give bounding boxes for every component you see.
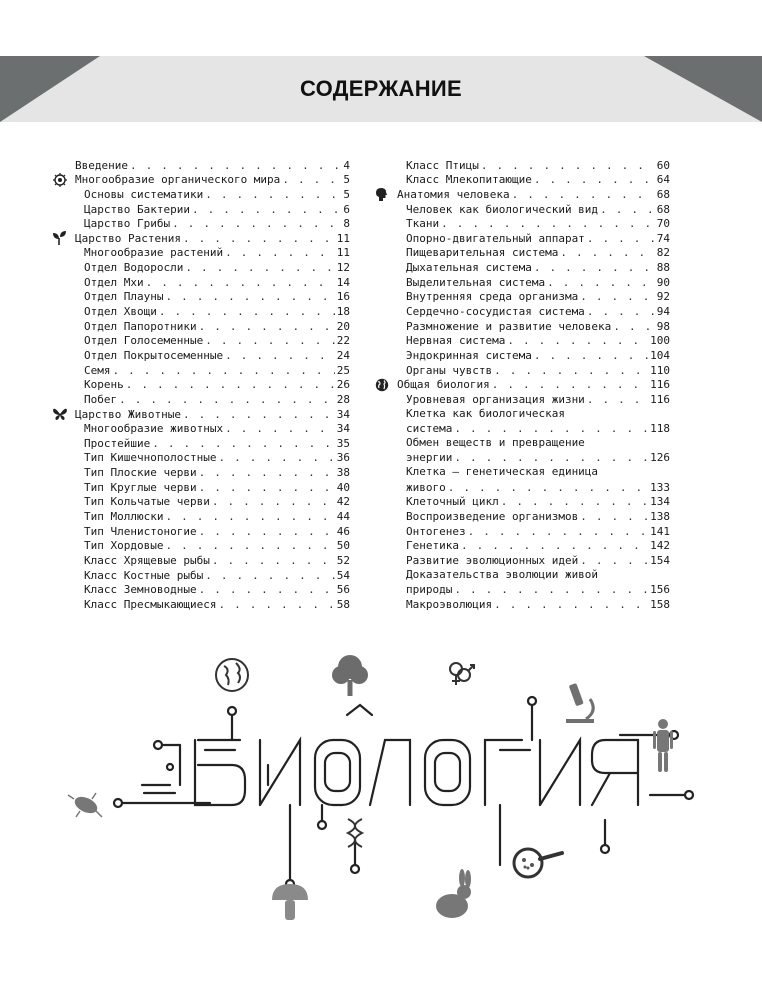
toc-entry-label: Доказательства эволюции живой — [406, 567, 599, 581]
dot-leader — [454, 451, 648, 465]
toc-entry-page: 94 — [656, 305, 670, 319]
toc-entry[interactable] — [50, 187, 350, 202]
dot-leader — [126, 378, 335, 392]
toc-entry-page: 74 — [656, 231, 670, 245]
toc-entry[interactable] — [372, 553, 670, 568]
toc-left-column — [50, 158, 350, 612]
dot-leader — [152, 437, 335, 451]
toc-entry-page: 104 — [650, 348, 670, 362]
dot-leader — [172, 217, 341, 231]
dot-leader — [218, 598, 334, 612]
toc-entry-label: Тип Плоские черви — [84, 466, 197, 480]
toc-entry[interactable] — [372, 568, 670, 597]
toc-entry[interactable] — [50, 422, 350, 437]
toc-entry-label: Простейшие — [84, 436, 151, 450]
toc-entry-label: Уровневая организация жизни — [406, 392, 585, 406]
toc-entry-label: Выделительная система — [406, 275, 546, 289]
butterfly-icon — [52, 407, 68, 421]
toc-entry-page: 11 — [336, 246, 350, 260]
bacterium-icon — [68, 793, 102, 817]
toc-entry-page: 12 — [336, 261, 350, 275]
dot-leader — [454, 583, 648, 597]
toc-entry-page: 34 — [336, 422, 350, 436]
toc-entry[interactable] — [50, 378, 350, 393]
toc-entry-page: 52 — [336, 553, 350, 567]
toc-entry-label: Тип Круглые черви — [84, 480, 197, 494]
toc-entry[interactable] — [50, 480, 350, 495]
toc-entry[interactable] — [372, 539, 670, 554]
toc-entry-page: 35 — [336, 436, 350, 450]
gender-symbols-icon — [450, 663, 474, 685]
dot-leader — [113, 364, 335, 378]
toc-entry-label: Семя — [84, 363, 111, 377]
toc-entry[interactable] — [50, 158, 350, 173]
toc-entry-page: 142 — [650, 539, 670, 553]
dot-leader — [146, 276, 335, 290]
toc-entry-page: 92 — [656, 290, 670, 304]
toc-entry[interactable] — [372, 465, 670, 494]
toc-entry[interactable] — [50, 319, 350, 334]
dot-leader — [185, 261, 334, 275]
microscope-icon — [566, 683, 594, 723]
toc-entry-page: 36 — [336, 451, 350, 465]
toc-entry-label: Органы чувств — [406, 363, 493, 377]
toc-entry-page: 44 — [336, 510, 350, 524]
toc-entry-page: 98 — [656, 319, 670, 333]
toc-entry-label: Класс Пресмыкающиеся — [84, 597, 217, 611]
toc-entry[interactable] — [50, 173, 350, 188]
dot-leader — [183, 408, 335, 422]
toc-entry-label: Клетка — генетическая единица — [406, 465, 599, 479]
toc-entry-label: Основы систематики — [84, 187, 204, 201]
toc-entry-page: 6 — [343, 202, 350, 216]
dot-leader — [282, 173, 341, 187]
toc-entry-label: Отдел Папоротники — [84, 319, 197, 333]
toc-entry-page: 20 — [336, 319, 350, 333]
toc-entry-page: 56 — [336, 583, 350, 597]
toc-entry-page: 54 — [336, 568, 350, 582]
dot-leader — [454, 422, 648, 436]
toc-entry-page: 68 — [656, 202, 670, 216]
dot-leader — [580, 510, 648, 524]
toc-entry-page: 141 — [650, 524, 670, 538]
toc-entry-label: Воспроизведение организмов — [406, 510, 579, 524]
toc-entry-label-continued: энергии — [406, 451, 453, 465]
biology-circuit-illustration — [60, 645, 700, 930]
toc-entry[interactable] — [372, 187, 670, 202]
toc-entry-page: 50 — [336, 539, 350, 553]
toc-entry[interactable] — [50, 553, 350, 568]
dot-leader — [587, 393, 648, 407]
dot-leader — [225, 246, 335, 260]
toc-entry-page: 156 — [650, 583, 670, 597]
toc-entry-page: 42 — [336, 495, 350, 509]
toc-entry-page: 82 — [656, 246, 670, 260]
dot-leader — [587, 305, 655, 319]
toc-entry[interactable] — [372, 378, 670, 393]
dna-icon — [348, 819, 362, 847]
toc-entry-page: 38 — [336, 466, 350, 480]
virus-icon — [52, 173, 68, 187]
toc-entry[interactable] — [372, 290, 670, 305]
toc-entry[interactable] — [372, 495, 670, 510]
dot-leader — [448, 481, 648, 495]
toc-entry-label-continued: природы — [406, 583, 453, 597]
toc-entry-page: 26 — [336, 378, 350, 392]
dot-leader — [613, 320, 654, 334]
rabbit-icon — [436, 869, 471, 918]
toc-entry[interactable] — [372, 275, 670, 290]
toc-entry-label: Обмен веществ и превращение — [406, 436, 585, 450]
toc-entry-label: Тип Кольчатые черви — [84, 495, 210, 509]
toc-entry-page: 5 — [343, 187, 350, 201]
toc-entry-label: Развитие эволюционных идей — [406, 553, 579, 567]
toc-entry-label: Пищеварительная система — [406, 246, 559, 260]
toc-entry-page: 133 — [650, 480, 670, 494]
toc-entry-label: Макроэволюция — [406, 597, 493, 611]
toc-entry-label: Царство Животные — [75, 407, 181, 421]
toc-entry-page: 64 — [656, 173, 670, 187]
toc-entry[interactable] — [50, 495, 350, 510]
toc-entry-label: Клетка как биологическая — [406, 406, 565, 420]
toc-entry-label: Класс Млекопитающие — [406, 173, 532, 187]
toc-entry[interactable] — [50, 524, 350, 539]
toc-entry[interactable] — [372, 304, 670, 319]
toc-entry[interactable] — [372, 217, 670, 232]
dot-leader — [212, 495, 335, 509]
dot-leader — [580, 554, 648, 568]
toc-entry-page: 100 — [650, 334, 670, 348]
dot-leader — [199, 466, 335, 480]
toc-entry-label-continued: живого — [406, 480, 446, 494]
dot-leader — [199, 525, 335, 539]
dot-leader — [441, 217, 655, 231]
toc-entry-label: Онтогенез — [406, 524, 466, 538]
toc-entry-label: Эндокринная система — [406, 348, 532, 362]
toc-entry[interactable] — [50, 304, 350, 319]
dot-leader — [461, 539, 648, 553]
toc-entry-page: 116 — [650, 392, 670, 406]
tree-icon — [332, 655, 368, 696]
dot-leader — [507, 334, 648, 348]
dot-leader — [600, 203, 655, 217]
dot-leader — [587, 232, 655, 246]
toc-entry[interactable] — [372, 392, 670, 407]
dot-leader — [492, 378, 648, 392]
toc-entry-page: 22 — [336, 334, 350, 348]
toc-entry[interactable] — [50, 231, 350, 246]
human-figure-icon — [653, 719, 673, 772]
toc-entry-label: Тип Хордовые — [84, 539, 164, 553]
dot-leader — [159, 305, 335, 319]
dot-leader — [534, 349, 648, 363]
dot-leader — [199, 320, 335, 334]
toc-entry-label: Класс Хрящевые рыбы — [84, 553, 210, 567]
dot-leader — [534, 173, 655, 187]
toc-entry[interactable] — [50, 348, 350, 363]
toc-entry[interactable] — [50, 246, 350, 261]
toc-entry[interactable] — [372, 334, 670, 349]
toc-entry-label: Царство Растения — [75, 231, 181, 245]
toc-entry-label: Многообразие органического мира — [75, 173, 281, 187]
toc-entry-page: 60 — [656, 158, 670, 172]
toc-entry[interactable] — [372, 348, 670, 363]
toc-entry[interactable] — [50, 509, 350, 524]
toc-entry-page: 88 — [656, 261, 670, 275]
toc-entry-label: Сердечно-сосудистая система — [406, 305, 585, 319]
toc-entry-page: 58 — [336, 597, 350, 611]
dot-leader — [501, 495, 648, 509]
toc-entry[interactable] — [372, 319, 670, 334]
toc-entry-page: 34 — [336, 407, 350, 421]
toc-entry[interactable] — [372, 509, 670, 524]
toc-entry-label: Отдел Покрытосеменные — [84, 348, 224, 362]
dot-leader — [468, 525, 649, 539]
toc-entry-label: Размножение и развитие человека — [406, 319, 612, 333]
toc-entry-page: 46 — [336, 524, 350, 538]
dot-leader — [225, 422, 335, 436]
toc-entry-label: Класс Земноводные — [84, 583, 197, 597]
toc-entry-label: Корень — [84, 378, 124, 392]
header-banner — [0, 56, 762, 122]
toc-entry-page: 158 — [650, 597, 670, 611]
toc-entry-page: 70 — [656, 217, 670, 231]
toc-entry-label: Тип Кишечнополостные — [84, 451, 217, 465]
toc-entry[interactable] — [372, 202, 670, 217]
dot-leader — [205, 188, 341, 202]
toc-entry-page: 18 — [336, 305, 350, 319]
mushroom-icon — [272, 884, 308, 920]
dot-leader — [165, 510, 334, 524]
toc-entry[interactable] — [50, 436, 350, 451]
toc-entry[interactable] — [50, 407, 350, 422]
dot-leader — [165, 290, 334, 304]
toc-entry[interactable] — [372, 260, 670, 275]
sprout-icon — [52, 231, 68, 245]
toc-entry-page: 138 — [650, 510, 670, 524]
dot-leader — [192, 203, 341, 217]
toc-entry-page: 24 — [336, 348, 350, 362]
toc-entry[interactable] — [50, 539, 350, 554]
toc-entry-label: Многообразие растений — [84, 246, 224, 260]
dot-leader — [183, 232, 335, 246]
toc-entry-page: 118 — [650, 422, 670, 436]
toc-entry-page: 116 — [650, 378, 670, 392]
globe-icon — [216, 659, 248, 691]
dot-leader — [199, 481, 335, 495]
dot-leader — [130, 159, 341, 173]
toc-entry-label: Общая биология — [397, 378, 490, 392]
toc-entry-label: Анатомия человека — [397, 187, 510, 201]
toc-entry[interactable] — [50, 465, 350, 480]
toc-entry-label: Царство Бактерии — [84, 202, 190, 216]
dot-leader — [512, 188, 655, 202]
toc-entry-page: 8 — [343, 217, 350, 231]
toc-entry[interactable] — [372, 363, 670, 378]
toc-entry-label: Многообразие животных — [84, 422, 224, 436]
dot-leader — [494, 598, 648, 612]
dot-leader — [205, 334, 335, 348]
toc-entry[interactable] — [50, 583, 350, 598]
toc-entry[interactable] — [372, 231, 670, 246]
toc-entry-label: Класс Птицы — [406, 158, 479, 172]
toc-entry-label: Внутренняя среда организма — [406, 290, 579, 304]
toc-entry[interactable] — [372, 158, 670, 173]
dot-leader — [494, 364, 648, 378]
toc-entry[interactable] — [50, 202, 350, 217]
dot-leader — [212, 554, 335, 568]
toc-entry[interactable] — [50, 568, 350, 583]
dot-leader — [225, 349, 335, 363]
toc-entry-page: 16 — [336, 290, 350, 304]
toc-entry[interactable] — [50, 290, 350, 305]
toc-entry[interactable] — [372, 246, 670, 261]
toc-entry-label: Отдел Хвощи — [84, 305, 157, 319]
dot-leader — [218, 451, 334, 465]
toc-entry[interactable] — [50, 451, 350, 466]
toc-entry-page: 11 — [336, 231, 350, 245]
toc-entry-page: 68 — [656, 187, 670, 201]
toc-entry[interactable] — [372, 173, 670, 188]
toc-entry[interactable] — [372, 436, 670, 465]
toc-entry-label: Отдел Голосеменные — [84, 334, 204, 348]
toc-entry-label: Отдел Водоросли — [84, 261, 184, 275]
toc-entry-label: Класс Костные рыбы — [84, 568, 204, 582]
toc-entry-label: Отдел Мхи — [84, 275, 144, 289]
toc-entry-page: 4 — [343, 158, 350, 172]
toc-entry-label: Опорно-двигательный аппарат — [406, 231, 585, 245]
petri-dish-magnifier-icon — [514, 849, 562, 877]
toc-entry-label: Тип Моллюски — [84, 510, 164, 524]
toc-entry[interactable] — [50, 275, 350, 290]
page-title: СОДЕРЖАНИЕ — [299, 76, 463, 101]
toc-entry[interactable] — [372, 597, 670, 612]
dot-leader — [580, 290, 655, 304]
toc-right-column — [372, 158, 670, 612]
toc-entry-label: Человек как биологический вид — [406, 202, 599, 216]
toc-entry-page: 25 — [336, 363, 350, 377]
toc-entry-label: Нервная система — [406, 334, 506, 348]
dot-leader — [205, 569, 335, 583]
toc-entry[interactable] — [50, 334, 350, 349]
dot-leader — [119, 393, 335, 407]
dot-leader — [547, 276, 655, 290]
toc-entry-page: 14 — [336, 275, 350, 289]
toc-entry-page: 126 — [650, 451, 670, 465]
dot-leader — [165, 539, 334, 553]
human-head-icon — [374, 187, 390, 201]
toc-entry-page: 5 — [343, 173, 350, 187]
dot-leader — [199, 583, 335, 597]
toc-entry[interactable] — [372, 407, 670, 436]
toc-entry[interactable] — [50, 217, 350, 232]
toc-entry-label: Тип Членистоногие — [84, 524, 197, 538]
toc-entry-page: 40 — [336, 480, 350, 494]
toc-entry-page: 90 — [656, 275, 670, 289]
dot-leader — [481, 159, 655, 173]
toc-entry-label: Царство Грибы — [84, 217, 171, 231]
toc-entry-label: Дыхательная система — [406, 261, 532, 275]
toc-entry-page: 110 — [650, 363, 670, 377]
toc-entry-label: Отдел Плауны — [84, 290, 164, 304]
toc-entry-label: Генетика — [406, 539, 459, 553]
toc-entry[interactable] — [50, 260, 350, 275]
toc-entry[interactable] — [372, 524, 670, 539]
globe-icon — [374, 378, 390, 392]
toc-entry[interactable] — [50, 597, 350, 612]
toc-entry[interactable] — [50, 392, 350, 407]
dot-leader — [534, 261, 655, 275]
toc-entry-label: Ткани — [406, 217, 440, 231]
toc-entry-label: Побег — [84, 392, 118, 406]
toc-entry-label: Введение — [75, 158, 128, 172]
toc-entry-label: Клеточный цикл — [406, 495, 499, 509]
toc-entry-page: 28 — [336, 392, 350, 406]
toc-entry-label-continued: система — [406, 422, 453, 436]
toc-entry-page: 154 — [650, 553, 670, 567]
toc-entry-page: 134 — [650, 495, 670, 509]
dot-leader — [560, 246, 654, 260]
toc-entry[interactable] — [50, 363, 350, 378]
